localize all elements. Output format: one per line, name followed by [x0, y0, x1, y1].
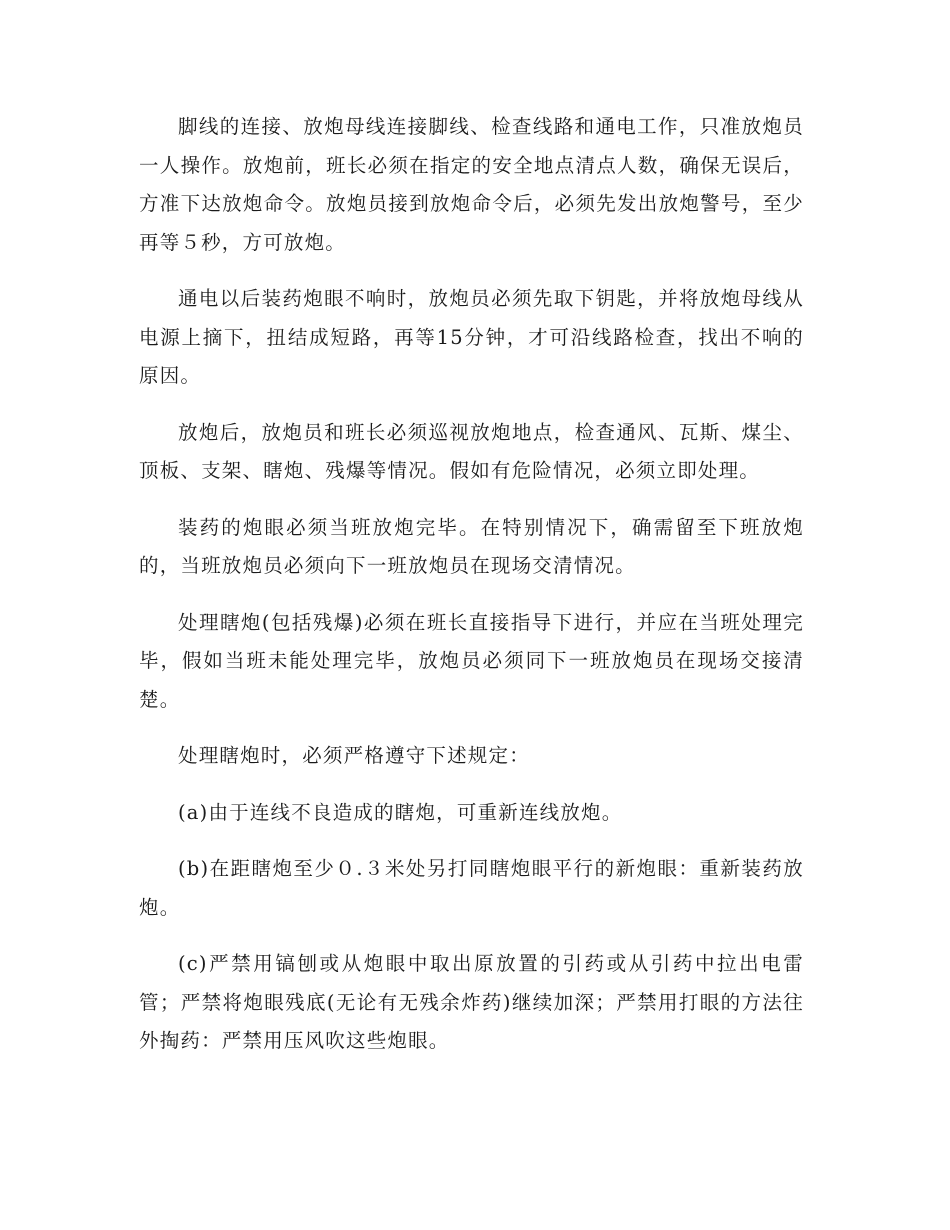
paragraph-misfire-after-power: 通电以后装药炮眼不响时，放炮员必须先取下钥匙，并将放炮母线从电源上摘下，扭结成短路，再等15分钟，才可沿线路检查，找出不响的原因。 [139, 287, 804, 387]
paragraph-rule-a: (a)由于连线不良造成的瞎炮，可重新连线放炮。 [178, 800, 623, 824]
paragraph-misfire-rules-intro: 处理瞎炮时，必须严格遵守下述规定： [178, 744, 530, 767]
paragraph-handling-misfires: 处理瞎炮(包括残爆)必须在班长直接指导下进行，并应在当班处理完毕，假如当班未能处理完毕，放炮员必须同下一班放炮员在现场交接清楚。 [139, 610, 804, 711]
paragraph-wiring-procedure: 脚线的连接、放炮母线连接脚线、检查线路和通电工作，只准放炮员一人操作。放炮前，班长必须在指定的安全地点清点人数，确保无误后，方准下达放炮命令。放炮员接到放炮命令后，必须先发出放炮警号，至少再等５秒，方可放炮。 [139, 115, 804, 254]
document-body [139, 108, 804, 1079]
paragraph-rule-b: (b)在距瞎炮至少０.３米处另打同瞎炮眼平行的新炮眼：重新装药放炮。 [139, 857, 804, 919]
paragraph-charged-holes: 装药的炮眼必须当班放炮完毕。在特别情况下，确需留至下班放炮的，当班放炮员必须向下一班放炮员在现场交清情况。 [139, 515, 804, 577]
paragraph-rule-c: (c)严禁用镐刨或从炮眼中取出原放置的引药或从引药中拉出电雷管；严禁将炮眼残底(无论有无残余炸药)继续加深；严禁用打眼的方法往外掏药：严禁用压风吹这些炮眼。 [139, 952, 804, 1052]
paragraph-post-blast-inspection: 放炮后，放炮员和班长必须巡视放炮地点，检查通风、瓦斯、煤尘、顶板、支架、瞎炮、残爆等情况。假如有危险情况，必须立即处理。 [139, 420, 804, 482]
